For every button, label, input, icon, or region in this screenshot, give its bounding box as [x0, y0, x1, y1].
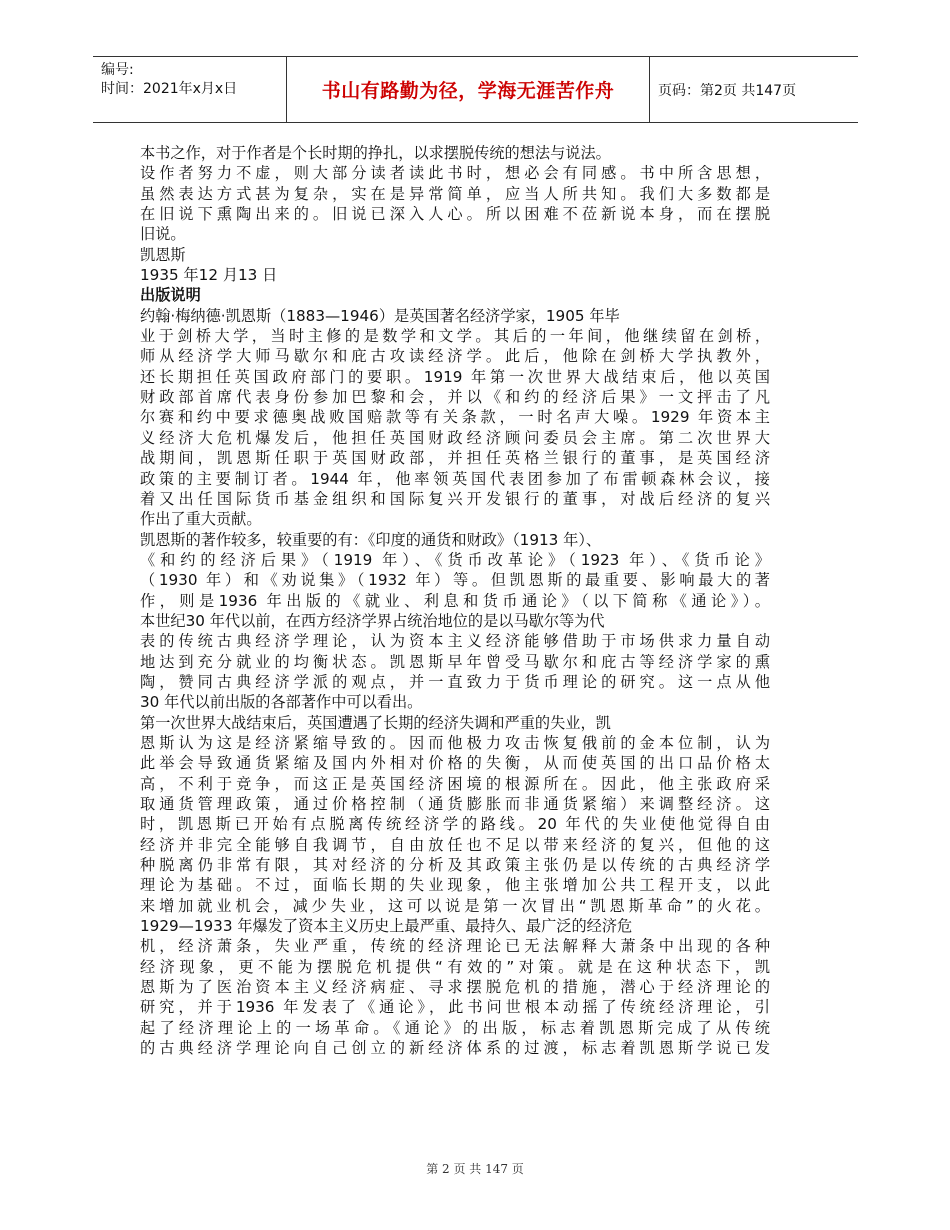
motto-cell: [287, 57, 650, 122]
author-signature: 凯恩斯: [140, 245, 186, 264]
text-line: 财政部首席代表身份参加巴黎和会，并以《和约的经济后果》一文抨击了凡: [140, 388, 770, 407]
text-line: 30 年代以前出版的各部著作中可以看出。: [140, 693, 423, 712]
text-line: 的古典经济学理论向自己创立的新经济体系的过渡，标志着凯恩斯学说已发: [140, 1039, 770, 1058]
text-line: 作出了重大贡献。: [140, 510, 262, 529]
text-line: 第一次世界大战结束后，英国遭遇了长期的经济失调和严重的失业，凯: [140, 713, 611, 732]
motto-text: 书山有路勤为径，学海无涯苦作舟: [321, 80, 615, 102]
text-line: 研究，并于1936 年发表了《通论》，此书问世根本动摇了传统经济理论，引: [140, 998, 770, 1017]
text-line: 设作者努力不虚，则大部分读者读此书时，想必会有同感。书中所含思想，: [140, 164, 770, 183]
text-line: 本书之作，对于作者是个长时期的挣扎，以求摆脱传统的想法与说法。: [140, 144, 611, 162]
text-line: 取通货管理政策，通过价格控制（通货膨胀而非通货紧缩）来调整经济。这: [140, 795, 770, 813]
text-line: 还长期担任英国政府部门的要职。1919 年第一次世界大战结束后，他以英国: [140, 367, 770, 386]
text-line: 恩斯为了医治资本主义经济病症、寻求摆脱危机的措施，潜心于经济理论的: [140, 978, 770, 997]
text-line: 本世纪30 年代以前，在西方经济学界占统治地位的是以马歇尔等为代: [140, 611, 605, 630]
header-meta-cell: [93, 57, 287, 122]
text-line: 约翰·梅纳德·凯恩斯（1883—1946）是英国著名经济学家，1905 年毕: [140, 306, 620, 325]
text-line: 作，则是1936 年出版的《就业、利息和货币通论》（以下简称《通论》）。: [140, 591, 770, 610]
text-line: 1929—1933 年爆发了资本主义历史上最严重、最持久、最广泛的经济危: [140, 917, 633, 936]
date-line: 时间：2021年x月x日: [101, 81, 238, 97]
text-line: 政策的主要制订者。1944 年，他率领英国代表团参加了布雷顿森林会议，接: [140, 469, 770, 488]
preface-date: 1935 年12 月13 日: [140, 266, 278, 285]
text-line: 尔赛和约中要求德奥战败国赔款等有关条款，一时名声大噪。1929 年资本主: [140, 408, 770, 427]
text-line: 凯恩斯的著作较多，较重要的有：《印度的通货和财政》（1913 年）、: [140, 530, 602, 549]
text-line: 在旧说下熏陶出来的。旧说已深入人心。所以困难不莅新说本身，而在摆脱: [140, 205, 770, 224]
text-line: 义经济大危机爆发后，他担任英国财政经济顾问委员会主席。第二次世界大: [140, 428, 770, 447]
text-line: 旧说。: [140, 225, 186, 244]
text-line: 着又出任国际货币基金组织和国际复兴开发银行的董事，对战后经济的复兴: [140, 489, 770, 508]
text-line: 高，不利于竞争，而这正是英国经济困境的根源所在。因此，他主张政府采: [140, 774, 770, 793]
text-line: 虽然表达方式甚为复杂，实在是异常简单，应当人所共知。我们大多数都是: [140, 184, 770, 203]
section-heading: 出版说明: [140, 286, 201, 305]
text-line: 种脱离仍非常有限，其对经济的分析及其政策主张仍是以传统的古典经济学: [140, 856, 770, 875]
text-line: 地达到充分就业的均衡状态。凯恩斯早年曾受马歇尔和庇古等经济学家的熏: [140, 652, 770, 671]
page-info-cell: [650, 57, 858, 122]
text-line: 业于剑桥大学，当时主修的是数学和文学。其后的一年间，他继续留在剑桥，: [140, 327, 770, 346]
text-line: 此举会导致通货紧缩及国内外相对价格的失衡，从而使英国的出口品价格太: [140, 754, 770, 773]
text-line: 起了经济理论上的一场革命。《通论》的出版，标志着凯恩斯完成了从传统: [140, 1018, 770, 1037]
text-line: 来增加就业机会，减少失业，这可以说是第一次冒出“凯恩斯革命”的火花。: [140, 896, 770, 915]
text-line: 经济现象，更不能为摆脱危机提供“有效的”对策。就是在这种状态下，凯: [140, 957, 770, 976]
text-line: 经济并非完全能够自我调节，自由放任也不足以带来经济的复兴，但他的这: [140, 835, 770, 854]
text-line: （1930 年）和《劝说集》（1932 年）等。但凯恩斯的最重要、影响最大的著: [140, 571, 770, 590]
text-line: 战期间，凯恩斯任职于英国财政部，并担任英格兰银行的董事，是英国经济: [140, 449, 770, 468]
text-line: 机，经济萧条，失业严重，传统的经济理论已无法解释大萧条中出现的各种: [140, 937, 770, 956]
text-line: 表的传统古典经济学理论，认为资本主义经济能够借助于市场供求力量自动: [140, 632, 770, 651]
page-header: [93, 56, 858, 123]
document-body: [140, 143, 770, 1058]
page-footer: 第 2 页 共 147 页: [426, 1162, 524, 1176]
text-line: 师从经济学大师马歇尔和庇古攻读经济学。此后，他除在剑桥大学执教外，: [140, 347, 770, 366]
text-line: 《和约的经济后果》（1919 年）、《货币改革论》（1923 年）、《货币论》: [140, 550, 770, 569]
number-label: 编号:: [101, 62, 134, 78]
page-info: 页码：第2页 共147页: [658, 82, 797, 99]
text-line: 理论为基础。不过，面临长期的失业现象，他主张增加公共工程开支，以此: [140, 876, 770, 895]
text-line: 陶，赞同古典经济学派的观点，并一直致力于货币理论的研究。这一点从他: [140, 672, 770, 691]
text-line: 恩斯认为这是经济紧缩导致的。因而他极力攻击恢复俄前的金本位制，认为: [140, 733, 770, 752]
text-line: 时，凯恩斯已开始有点脱离传统经济学的路线。20 年代的失业使他觉得自由: [140, 815, 770, 834]
